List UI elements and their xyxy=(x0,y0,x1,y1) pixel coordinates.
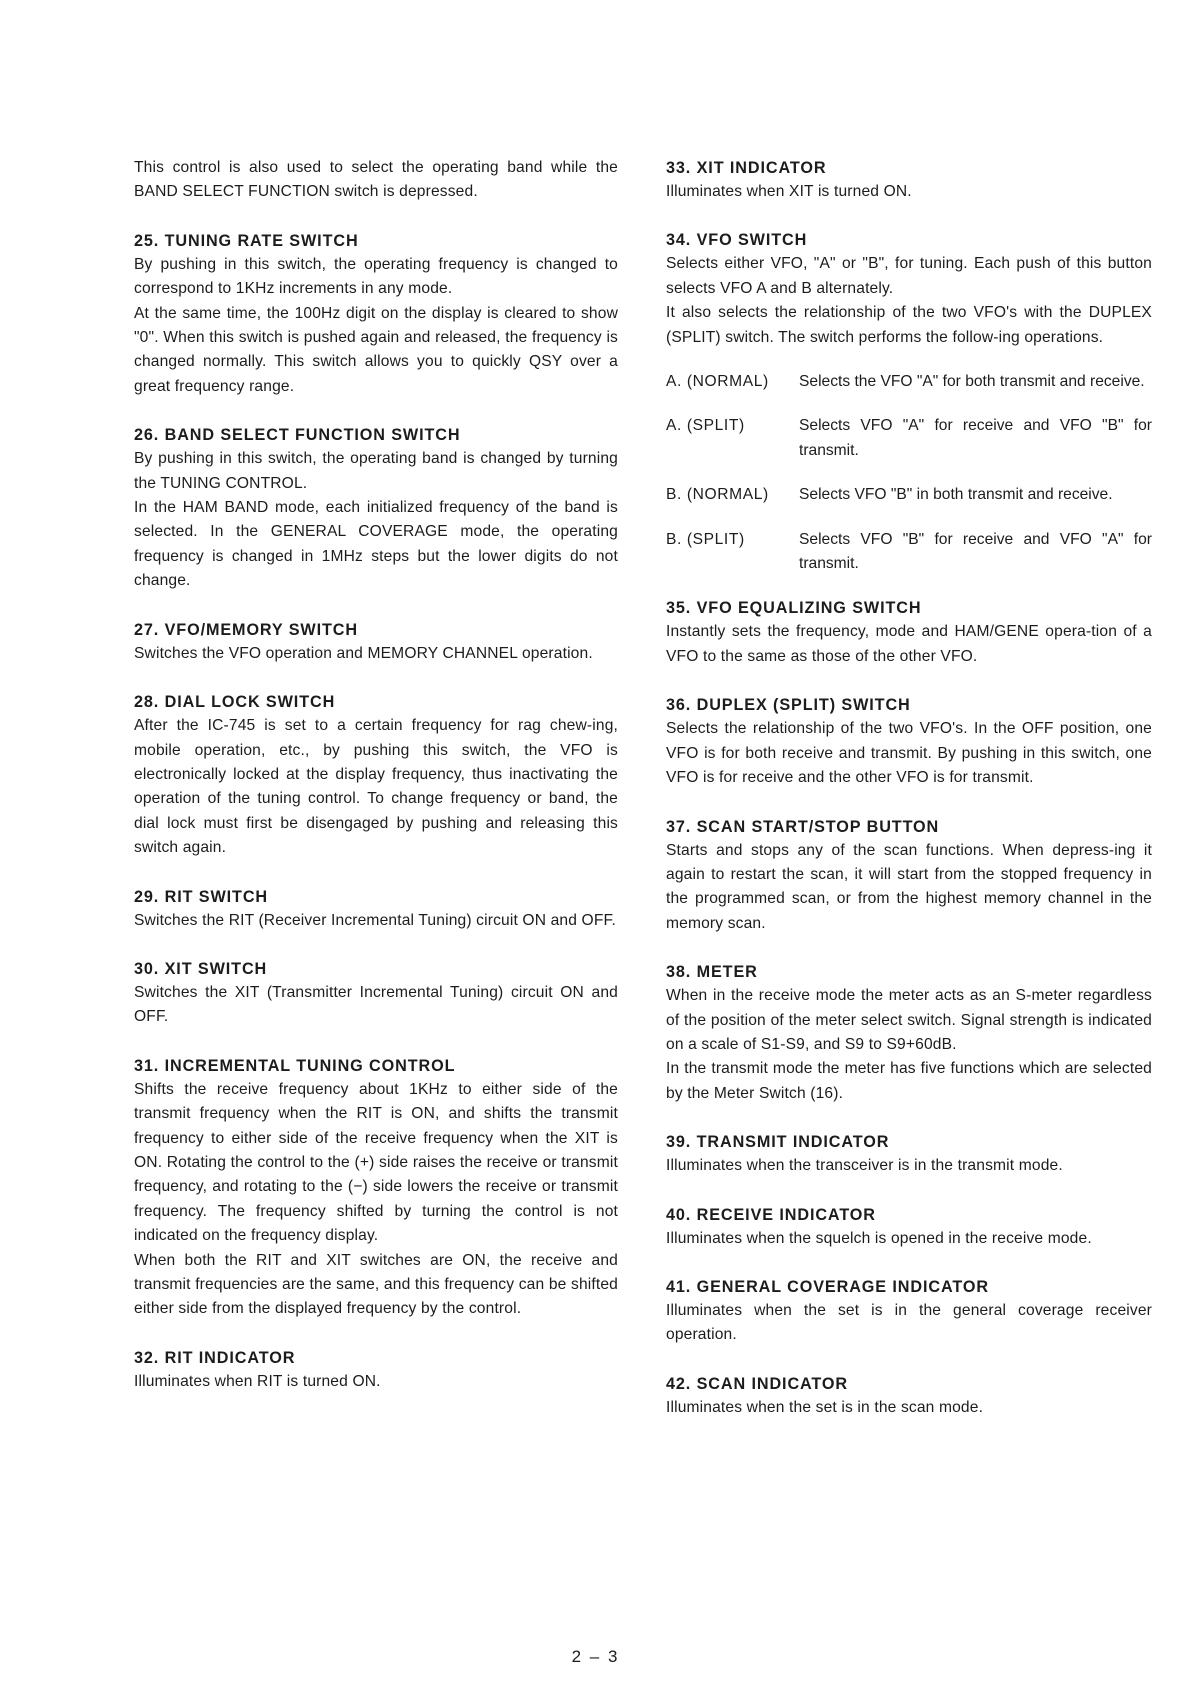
section-27 xyxy=(134,618,618,666)
vfo-option-label: A. (NORMAL) xyxy=(666,373,769,391)
section-31 xyxy=(134,1054,618,1322)
section-paragraph: By pushing in this switch, the operating band is changed by turning the TUNING CONTROL. xyxy=(134,450,618,492)
vfo-option xyxy=(666,528,1152,577)
section-32 xyxy=(134,1346,618,1394)
left-column xyxy=(134,156,618,1394)
section-title: 25. TUNING RATE SWITCH xyxy=(134,231,359,250)
section-title: 26. BAND SELECT FUNCTION SWITCH xyxy=(134,426,461,445)
vfo-option-label: B. (NORMAL) xyxy=(666,486,769,504)
section-title: 42. SCAN INDICATOR xyxy=(666,1374,848,1393)
section-paragraph: By pushing in this switch, the operating frequency is changed to correspond to 1KHz increments in any mode. xyxy=(134,255,618,298)
section-title: 31. INCREMENTAL TUNING CONTROL xyxy=(134,1056,456,1075)
section-25 xyxy=(134,229,618,399)
intro-paragraph: This control is also used to select the operating band while the BAND SELECT FUNCTION switch is depressed. xyxy=(134,159,618,201)
section-paragraph: Illuminates when the set is in the scan mode. xyxy=(666,1398,984,1416)
section-42 xyxy=(666,1372,1152,1420)
vfo-option xyxy=(666,370,1152,394)
section-40 xyxy=(666,1203,1152,1251)
right-column xyxy=(666,156,1152,1420)
section-35 xyxy=(666,596,1152,669)
section-paragraph: Selects either VFO, "A" or "B", for tuning. Each push of this button selects VFO A and B alternately. xyxy=(666,255,1152,297)
section-28 xyxy=(134,690,618,860)
section-title: 35. VFO EQUALIZING SWITCH xyxy=(666,599,922,618)
section-29 xyxy=(134,885,618,933)
vfo-option-label: A. (SPLIT) xyxy=(666,417,745,435)
section-paragraph: It also selects the relationship of the two VFO's with the DUPLEX (SPLIT) switch. The switch performs the follow-ing operations. xyxy=(666,304,1152,346)
vfo-option-label: B. (SPLIT) xyxy=(666,530,745,548)
vfo-option-list xyxy=(666,370,1152,576)
section-paragraph: Illuminates when XIT is turned ON. xyxy=(666,183,912,200)
section-paragraph: Switches the RIT (Receiver Incremental Tuning) circuit ON and OFF. xyxy=(134,911,616,929)
section-title: 40. RECEIVE INDICATOR xyxy=(666,1205,876,1224)
section-paragraph: In the transmit mode the meter has five functions which are selected by the Meter Switch (16). xyxy=(666,1060,1152,1102)
section-36 xyxy=(666,693,1152,790)
section-paragraph: Illuminates when the set is in the general coverage receiver operation. xyxy=(666,1301,1152,1344)
section-paragraph: Switches the VFO operation and MEMORY CHANNEL operation. xyxy=(134,644,593,662)
section-paragraph: Illuminates when RIT is turned ON. xyxy=(134,1372,381,1390)
section-paragraph: Switches the XIT (Transmitter Incremental Tuning) circuit ON and OFF. xyxy=(134,983,618,1026)
section-34 xyxy=(666,228,1152,576)
section-title: 32. RIT INDICATOR xyxy=(134,1348,296,1367)
vfo-option-description: Selects VFO "B" for receive and VFO "A" for transmit. xyxy=(799,530,1152,573)
section-title: 33. XIT INDICATOR xyxy=(666,159,827,177)
section-paragraph: Instantly sets the frequency, mode and HAM/GENE opera-tion of a VFO to the same as those of the other VFO. xyxy=(666,623,1152,665)
vfo-option-description: Selects the VFO "A" for both transmit and receive. xyxy=(799,373,1145,391)
section-30 xyxy=(134,957,618,1030)
section-paragraph: Illuminates when the squelch is opened in the receive mode. xyxy=(666,1229,1092,1247)
section-title: 28. DIAL LOCK SWITCH xyxy=(134,693,336,712)
section-title: 37. SCAN START/STOP BUTTON xyxy=(666,817,940,836)
section-paragraph: Shifts the receive frequency about 1KHz to either side of the transmit frequency when the RIT is ON, and shifts the transmit frequency to either side of the receive frequency when the XIT is ON. Rotating the control to the (+) side raises the receive or transmit frequency, and rotating to the (−) side lowers the receive or transmit frequency. The frequency shifted by turning the control is not indicated on the frequency display. xyxy=(134,1080,618,1245)
section-title: 34. VFO SWITCH xyxy=(666,231,808,250)
section-paragraph: When in the receive mode the meter acts as an S-meter regardless of the position of the meter select switch. Signal strength is indicated on a scale of S1-S9, and S9 to S9+60dB. xyxy=(666,987,1152,1053)
vfo-option xyxy=(666,414,1152,463)
section-paragraph: At the same time, the 100Hz digit on the display is cleared to show "0". When this switch is pushed again and released, the frequency is changed normally. This switch allows you to quickly QSY over a great frequency range. xyxy=(134,304,618,395)
section-paragraph: In the HAM BAND mode, each initialized frequency of the band is selected. In the GENERAL COVERAGE mode, the operating frequency is changed in 1MHz steps but the lower digits do not change. xyxy=(134,499,618,590)
section-41 xyxy=(666,1275,1152,1348)
section-26 xyxy=(134,423,618,593)
section-paragraph: When both the RIT and XIT switches are ON, the receive and transmit frequencies are the same, and this frequency can be shifted either side from the displayed frequency by the control. xyxy=(134,1251,618,1318)
section-paragraph: After the IC-745 is set to a certain frequency for rag chew-ing, mobile operation, etc., by pushing this switch, the VFO is electronically locked at the display frequency, thus inactivating the operation of the tuning control. To change frequency or band, the dial lock must first be disengaged by pushing and releasing this switch again. xyxy=(134,717,618,857)
section-37 xyxy=(666,815,1152,937)
section-paragraph: Illuminates when the transceiver is in the transmit mode. xyxy=(666,1157,1063,1175)
section-title: 36. DUPLEX (SPLIT) SWITCH xyxy=(666,696,911,715)
section-title: 29. RIT SWITCH xyxy=(134,887,269,906)
section-title: 38. METER xyxy=(666,963,758,982)
section-paragraph: Starts and stops any of the scan functions. When depress-ing it again to restart the scan, it will start from the stopped frequency in the programmed scan, or from the highest memory channel in the memory scan. xyxy=(666,841,1152,932)
section-paragraph: Selects the relationship of the two VFO's. In the OFF position, one VFO is for both receive and transmit. By pushing in this switch, one VFO is for receive and the other VFO is for transmit. xyxy=(666,720,1152,787)
vfo-option-description: Selects VFO "A" for receive and VFO "B" for transmit. xyxy=(799,417,1152,459)
section-title: 39. TRANSMIT INDICATOR xyxy=(666,1133,890,1152)
section-38 xyxy=(666,960,1152,1106)
section-39 xyxy=(666,1130,1152,1178)
vfo-option xyxy=(666,483,1152,507)
section-title: 30. XIT SWITCH xyxy=(134,959,268,978)
section-33 xyxy=(666,156,1152,204)
page-number: 2 – 3 xyxy=(571,1647,620,1666)
section-title: 41. GENERAL COVERAGE INDICATOR xyxy=(666,1277,989,1296)
vfo-option-description: Selects VFO "B" in both transmit and receive. xyxy=(799,486,1113,504)
section-title: 27. VFO/MEMORY SWITCH xyxy=(134,620,358,639)
